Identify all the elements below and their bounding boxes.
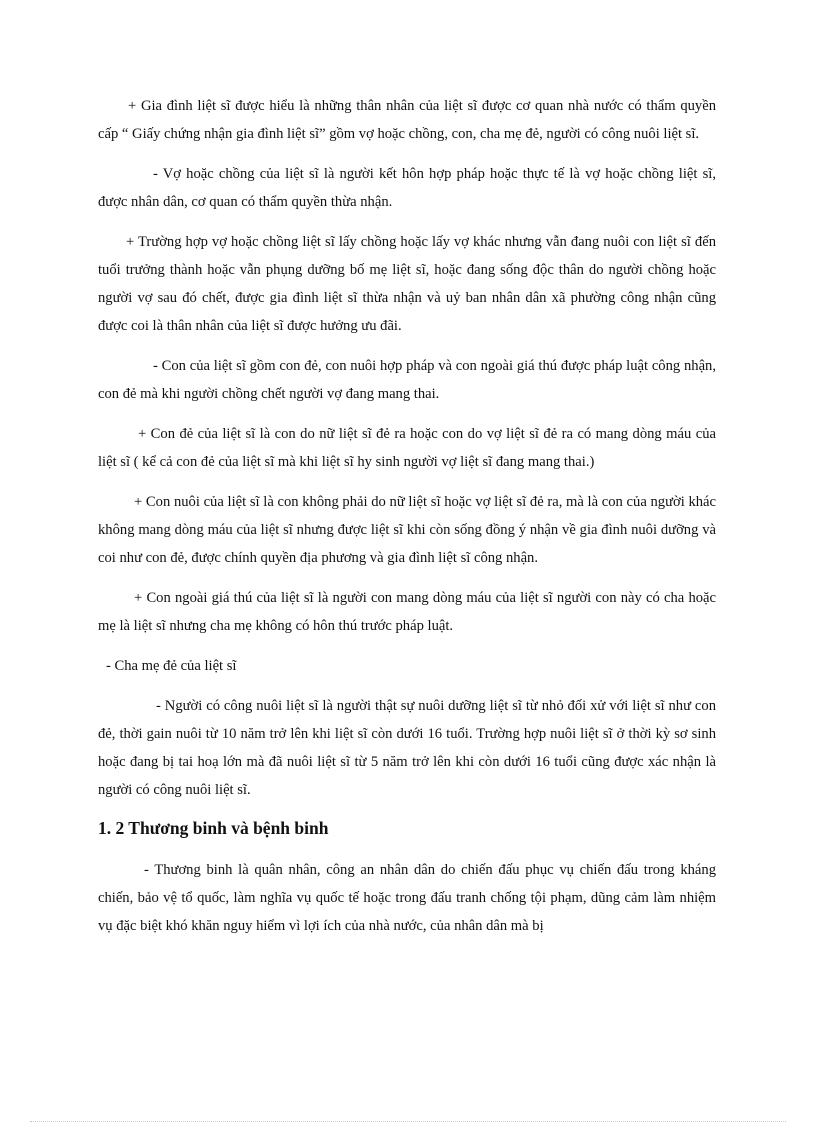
paragraph-adopted-child: + Con nuôi của liệt sĩ là con không phải do nữ liệt sĩ hoặc vợ liệt sĩ đẻ ra, mà là con của người khác không mang dòng máu của liệt sĩ nhưng được liệt sĩ khi còn sống đồng ý nhận về gia đình nuôi dưỡng và coi như con đẻ, được chính quyền địa phương và gia đình liệt sĩ công nhận. bbox=[98, 494, 716, 566]
paragraph-remarried-spouse: + Trường hợp vợ hoặc chồng liệt sĩ lấy chồng hoặc lấy vợ khác nhưng vẫn đang nuôi con liệt sĩ đến tuổi trưởng thành hoặc vẫn phụng dưỡng bố mẹ liệt sĩ, hoặc đang sống độc thân do người chồng hoặc người vợ sau đó chết, được gia đình liệt sĩ thừa nhận và uỷ ban nhân dân xã phường công nhận cũng được coi là thân nhân của liệt sĩ được hưởng ưu đãi. bbox=[98, 234, 716, 334]
paragraph-children: - Con của liệt sĩ gồm con đẻ, con nuôi hợp pháp và con ngoài giá thú được pháp luật công nhận, con đẻ mà khi người chồng chết người vợ đang mang thai. bbox=[98, 358, 716, 402]
paragraph-parents: - Cha mẹ đẻ của liệt sĩ bbox=[106, 658, 237, 674]
document-page bbox=[98, 92, 716, 940]
paragraph-biological-child: + Con đẻ của liệt sĩ là con do nữ liệt sĩ đẻ ra hoặc con do vợ liệt sĩ đẻ ra có mang dòng máu của liệt sĩ ( kể cả con đẻ của liệt sĩ mà khi liệt sĩ hy sinh người vợ liệt sĩ đang mang thai.) bbox=[98, 426, 716, 470]
paragraph-caretaker: - Người có công nuôi liệt sĩ là người thật sự nuôi dưỡng liệt sĩ từ nhỏ đối xử với liệt sĩ như con đẻ, thời gain nuôi từ 10 năm trở lên khi liệt sĩ còn dưới 16 tuổi. Trường hợp nuôi liệt sĩ ở thời kỳ sơ sinh hoặc đang bị tai hoạ lớn mà đã nuôi liệt sĩ từ 5 năm trở lên khi còn dưới 16 tuổi cũng được xác nhận là người có công nuôi liệt sĩ. bbox=[98, 698, 716, 798]
paragraph-illegitimate-child: + Con ngoài giá thú của liệt sĩ là người con mang dòng máu của liệt sĩ người con này có cha hoặc mẹ là liệt sĩ nhưng cha mẹ không có hôn thú trước pháp luật. bbox=[98, 590, 716, 634]
section-heading: 1. 2 Thương binh và bệnh binh bbox=[98, 818, 329, 838]
paragraph-spouse: - Vợ hoặc chồng của liệt sĩ là người kết hôn hợp pháp hoặc thực tế là vợ hoặc chồng liệt sĩ, được nhân dân, cơ quan có thẩm quyền thừa nhận. bbox=[98, 166, 716, 210]
page-bottom-border bbox=[30, 1121, 786, 1122]
paragraph-wounded-soldier: - Thương binh là quân nhân, công an nhân dân do chiến đấu phục vụ chiến đấu trong kháng chiến, bảo vệ tổ quốc, làm nghĩa vụ quốc tế hoặc trong đấu tranh chống tội phạm, dũng cảm làm nhiệm vụ đặc biệt khó khăn nguy hiểm vì lợi ích của nhà nước, của nhân dân mà bị bbox=[98, 862, 716, 934]
paragraph-martyr-family-definition: + Gia đình liệt sĩ được hiểu là những thân nhân của liệt sĩ được cơ quan nhà nước có thẩm quyền cấp “ Giấy chứng nhận gia đình liệt sĩ” gồm vợ hoặc chồng, con, cha mẹ đẻ, người có công nuôi liệt sĩ. bbox=[98, 98, 716, 142]
